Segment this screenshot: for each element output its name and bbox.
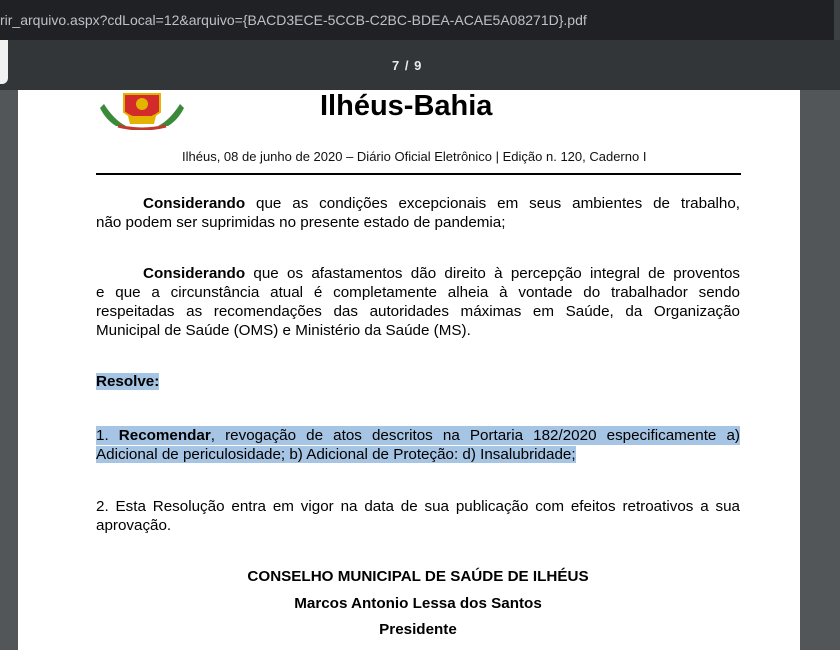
- para1-line2: não podem ser suprimidas no presente estado de pandemia;: [96, 214, 506, 231]
- toolbar-corner: [0, 40, 8, 84]
- edition-line: Ilhéus, 08 de junho de 2020 – Diário Oficial Eletrônico | Edição n. 120, Caderno I: [182, 149, 647, 164]
- paragraph-considerando-2: [96, 264, 740, 340]
- para2-line4: Municipal de Saúde (OMS) e Ministério da Saúde (MS).: [96, 322, 471, 339]
- pdf-viewer-toolbar: [0, 40, 840, 90]
- recomendar-bold: Recomendar: [118, 427, 211, 444]
- address-bar-edge: [834, 0, 840, 40]
- item1-line1: , revogação de atos descritos na Portaria 182/2020 especificamente a): [210, 427, 740, 444]
- item-2-vigor: [96, 497, 740, 535]
- considerando-bold: Considerando: [143, 195, 246, 212]
- pdf-page: [18, 90, 800, 650]
- page-counter[interactable]: 7 / 9: [392, 58, 423, 73]
- item1-number: 1.: [96, 427, 119, 444]
- browser-address-bar[interactable]: [0, 0, 840, 41]
- city-coat-of-arms-logo: [96, 90, 188, 130]
- item2-line1: 2. Esta Resolução entra em vigor na data de sua publicação com efeitos retroativos a sua: [96, 498, 740, 515]
- header-rule: [96, 173, 741, 175]
- signature-council: CONSELHO MUNICIPAL DE SAÚDE DE ILHÉUS: [247, 568, 589, 585]
- resolve-label: Resolve:: [96, 373, 160, 390]
- resolve-heading: [96, 372, 740, 391]
- item1-line2: Adicional de periculosidade; b) Adicional de Proteção: d) Insalubridade;: [96, 446, 576, 463]
- city-title: Ilhéus-Bahia: [320, 90, 493, 122]
- para2-line3: respeitadas as recomendações das autoridades máximas em Saúde, da Organização: [96, 303, 740, 320]
- para2-line1: que os afastamentos dão direito à percepção integral de proventos: [245, 265, 740, 282]
- para2-line2: e que a circunstância atual é completamente alheia à vontade do trabalhador sendo: [96, 284, 740, 301]
- item-1-recomendar: [96, 426, 740, 464]
- url-text[interactable]: rir_arquivo.aspx?cdLocal=12&arquivo={BACD3ECE-5CCB-C2BC-BDEA-ACAE5A08271D}.pdf: [0, 12, 587, 28]
- signature-name: Marcos Antonio Lessa dos Santos: [294, 595, 542, 612]
- item2-line2: aprovação.: [96, 517, 172, 534]
- considerando-bold: Considerando: [143, 265, 246, 282]
- signature-role: Presidente: [379, 621, 457, 638]
- para1-line1: que as condições excepcionais em seus ambientes de trabalho,: [245, 195, 740, 212]
- paragraph-considerando-1: [96, 194, 740, 232]
